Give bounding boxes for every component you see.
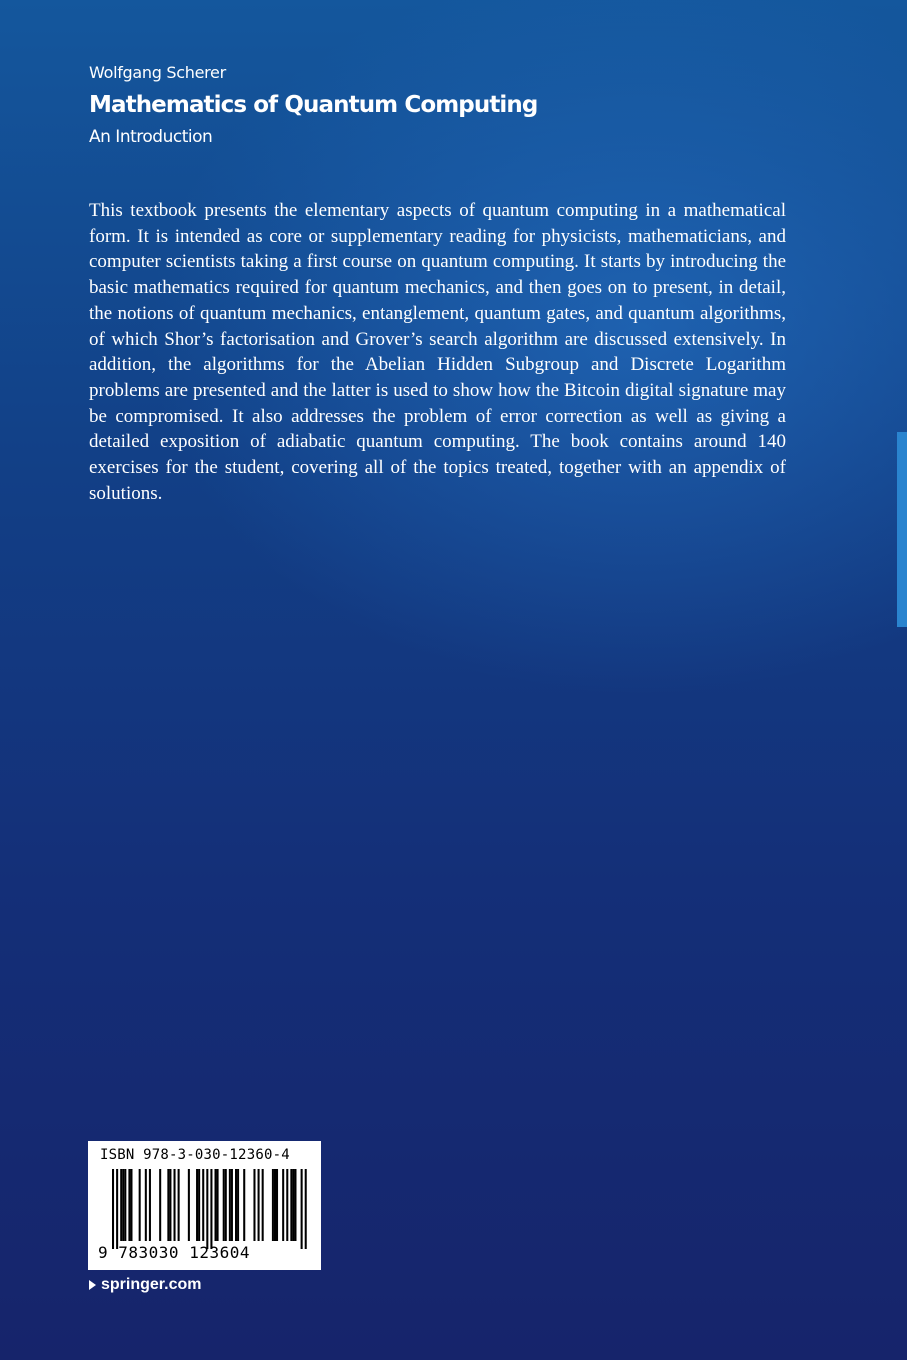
barcode-bar (223, 1169, 225, 1241)
barcode-bar (178, 1169, 180, 1241)
barcode-bar (229, 1169, 231, 1241)
barcode-guard-bar (116, 1169, 118, 1249)
barcode-bar (139, 1169, 141, 1241)
barcode-guard-bar (206, 1169, 208, 1249)
barcode-bar (174, 1169, 176, 1241)
barcode-bar (253, 1169, 255, 1241)
publisher-url: springer.com (101, 1276, 202, 1293)
barcode-guard-bar (305, 1169, 307, 1249)
barcode-bar (198, 1169, 200, 1241)
barcode-bar (169, 1169, 171, 1241)
barcode-bar (262, 1169, 264, 1241)
barcode-bar (215, 1169, 217, 1241)
barcode-digits: 9 783030 123604 (98, 1243, 250, 1262)
barcode-bar (274, 1169, 276, 1241)
barcode-bar (159, 1169, 161, 1241)
barcode-guard-bar (301, 1169, 303, 1249)
barcode-bar (235, 1169, 237, 1241)
isbn-barcode (88, 1141, 321, 1270)
barcode-bar (130, 1169, 132, 1241)
barcode-bar (120, 1169, 122, 1241)
book-title: Mathematics of Quantum Computing (89, 92, 538, 118)
barcode-bar (258, 1169, 260, 1241)
edge-color-tab (897, 432, 907, 627)
book-subtitle: An Introduction (89, 127, 213, 147)
triangle-right-icon (89, 1280, 96, 1290)
barcode-bar (276, 1169, 278, 1241)
barcode-bar (149, 1169, 151, 1241)
barcode-bar (272, 1169, 274, 1241)
barcode-bar (217, 1169, 219, 1241)
barcode-bar (282, 1169, 284, 1241)
barcode-guard-bar (210, 1169, 212, 1249)
author-name: Wolfgang Scherer (89, 63, 226, 82)
barcode-guard-bar (112, 1169, 114, 1249)
isbn-label: ISBN 978-3-030-12360-4 (100, 1147, 290, 1163)
barcode-bar (286, 1169, 288, 1241)
barcode-bar (237, 1169, 239, 1241)
barcode-bar (294, 1169, 296, 1241)
barcode-bar (122, 1169, 124, 1241)
barcode-bar (145, 1169, 147, 1241)
barcode-bar (202, 1169, 204, 1241)
barcode-bar (290, 1169, 292, 1241)
barcode-bar (292, 1169, 294, 1241)
barcode-bar (128, 1169, 130, 1241)
barcode-bar (225, 1169, 227, 1241)
publisher-link[interactable] (89, 1276, 201, 1294)
barcode-bar (243, 1169, 245, 1241)
barcode-bar (231, 1169, 233, 1241)
barcode-bar (196, 1169, 198, 1241)
barcode-bar (124, 1169, 126, 1241)
barcode-bar (167, 1169, 169, 1241)
book-description: This textbook presents the elementary aspects of quantum computing in a mathematical form. It is intended as core or supplementary reading for physicists, mathematicians, and computer scientists taking a first course on quantum computing. It starts by introducing the basic mathematics required for quantum mechanics, and then goes on to present, in detail, the notions of quantum mechanics, entanglement, quantum gates, and quantum algorithms, of which Shor’s factorisation and Grover’s search algorithm are discussed extensively. In addition, the algorithms for the Abelian Hidden Subgroup and Discrete Logarithm problems are presented and the latter is used to show how the Bitcoin digital signature may be compromised. It also addresses the problem of error correction as well as giving a detailed exposition of adiabatic quantum computing. The book contains around 140 exercises for the student, covering all of the topics treated, together with an appendix of solutions. (89, 200, 786, 504)
barcode-bar (188, 1169, 190, 1241)
